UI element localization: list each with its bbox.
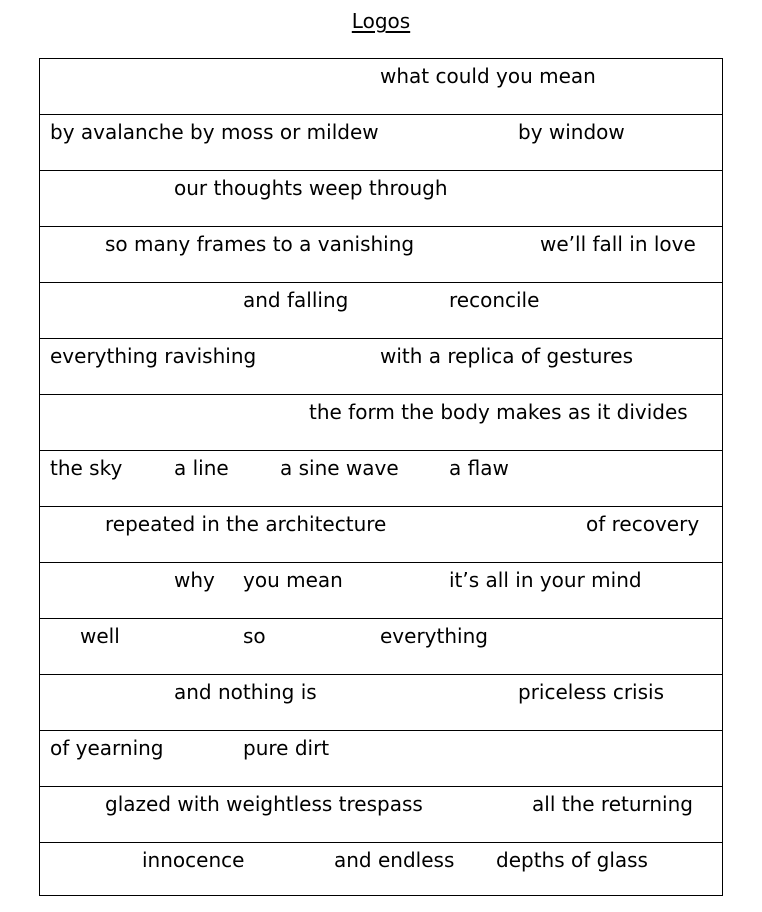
poem-fragment: it’s all in your mind [449, 568, 642, 592]
poem-fragment: innocence [142, 848, 245, 872]
poem-line-row [40, 843, 722, 899]
poem-fragment: everything ravishing [50, 344, 257, 368]
poem-title: Logos [351, 9, 411, 33]
poem-fragment: repeated in the architecture [105, 512, 387, 536]
poem-fragment: why [174, 568, 215, 592]
poem-fragment: by avalanche by moss or mildew [50, 120, 379, 144]
poem-fragment: the form the body makes as it divides [309, 400, 688, 424]
poem-line-row [40, 619, 722, 675]
poem-fragment: the sky [50, 456, 123, 480]
poem-line-row [40, 787, 722, 843]
poem-table [39, 58, 723, 896]
poem-line-row [40, 731, 722, 787]
poem-line-row [40, 59, 722, 115]
poem-line-row [40, 395, 722, 451]
poem-fragment: so [243, 624, 266, 648]
poem-fragment: we’ll fall in love [540, 232, 696, 256]
poem-fragment: well [80, 624, 120, 648]
poem-line-row [40, 451, 722, 507]
poem-line-row [40, 283, 722, 339]
poem-fragment: of recovery [586, 512, 700, 536]
poem-fragment: pure dirt [243, 736, 330, 760]
poem-fragment: everything [380, 624, 488, 648]
poem-fragment: of yearning [50, 736, 164, 760]
poem-line-row [40, 115, 722, 171]
poem-line-row [40, 171, 722, 227]
poem-fragment: and endless [334, 848, 455, 872]
poem-fragment: you mean [243, 568, 343, 592]
poem-fragment: all the returning [532, 792, 693, 816]
poem-line-row [40, 563, 722, 619]
poem-fragment: so many frames to a vanishing [105, 232, 415, 256]
poem-line-row [40, 339, 722, 395]
poem-fragment: a line [174, 456, 229, 480]
poem-fragment: depths of glass [496, 848, 648, 872]
poem-line-row [40, 507, 722, 563]
poem-fragment: by window [518, 120, 625, 144]
poem-line-row [40, 675, 722, 731]
poem-fragment: priceless crisis [518, 680, 665, 704]
poem-fragment: a sine wave [280, 456, 399, 480]
poem-fragment: what could you mean [380, 64, 596, 88]
poem-fragment: and falling [243, 288, 349, 312]
poem-fragment: our thoughts weep through [174, 176, 448, 200]
poem-fragment: and nothing is [174, 680, 317, 704]
poem-fragment: a flaw [449, 456, 509, 480]
poem-fragment: reconcile [449, 288, 540, 312]
poem-fragment: with a replica of gestures [380, 344, 633, 368]
poem-line-row [40, 227, 722, 283]
poem-fragment: glazed with weightless trespass [105, 792, 423, 816]
